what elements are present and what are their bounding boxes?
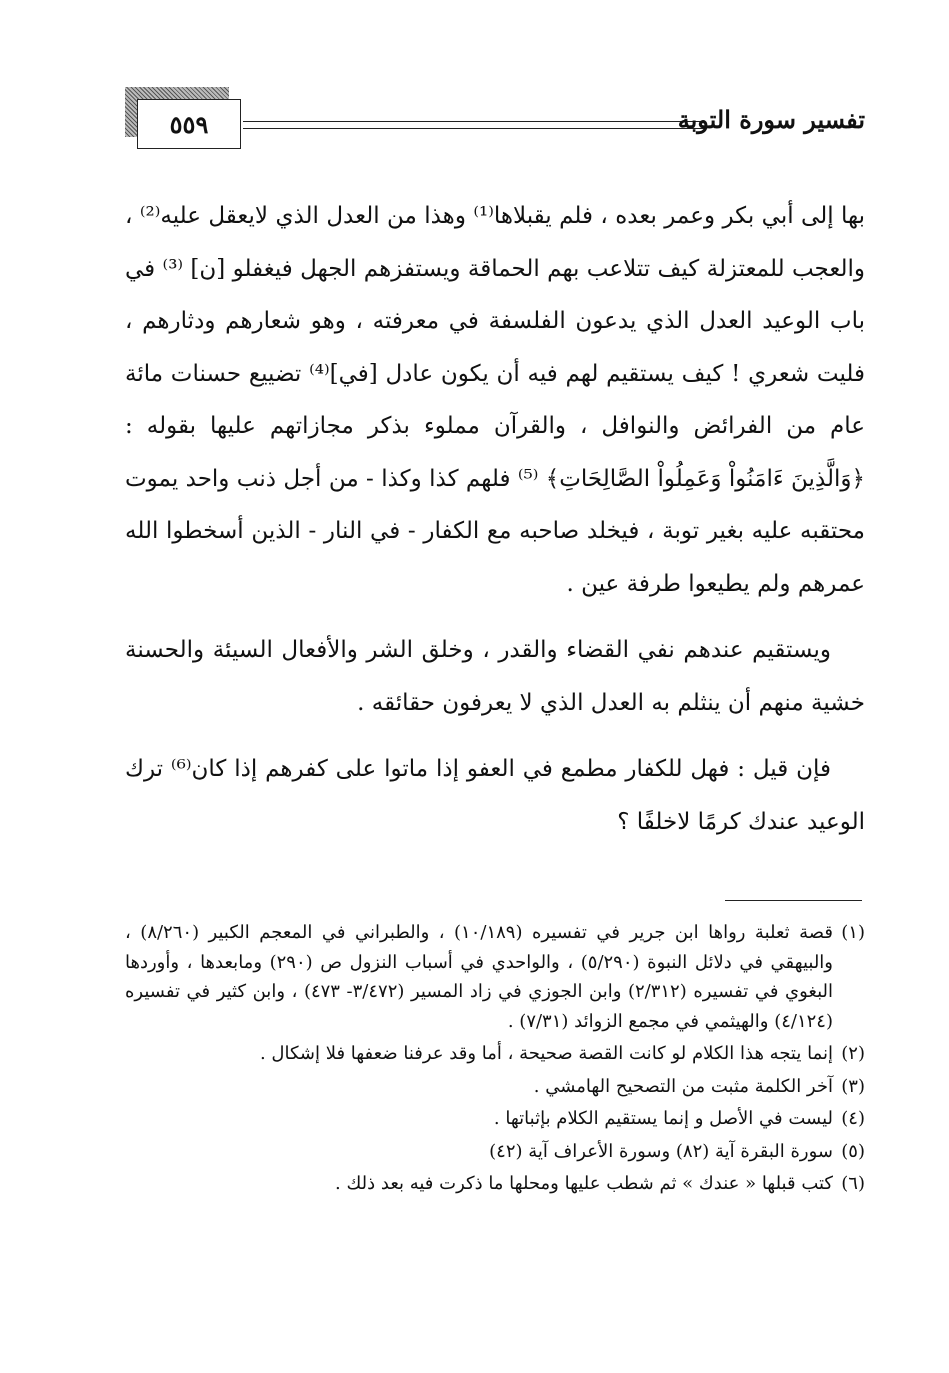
footnote-text: آخر الكلمة مثبت من التصحيح الهامشي . [533, 1075, 833, 1097]
footnote-number: (١) [841, 922, 865, 943]
footnote-number: (٦) [841, 1173, 865, 1194]
footnote [125, 1072, 865, 1102]
footnote-number: (٥) [841, 1140, 865, 1162]
page-header [125, 85, 865, 160]
footnote [125, 1039, 865, 1069]
footnote-separator [725, 900, 862, 901]
running-title: تفسير سورة التوبة [677, 105, 865, 134]
main-text [125, 190, 865, 862]
footnote-number: (٤) [841, 1108, 865, 1129]
footnote [125, 1169, 865, 1199]
paragraph: فإن قيل : فهل للكفار مطمع في العفو إذا ماتوا على كفرهم إذا كان⁽⁶⁾ ترك الوعيد عندك كرمًا لاخلفًا ؟ [125, 756, 865, 835]
footnote [125, 1104, 865, 1134]
footnote-text: كتب قبلها « عندك » ثم شطب عليها ومحلها ما ذكرت فيه بعد ذلك . [335, 1173, 833, 1194]
footnote-text: ليست في الأصل و إنما يستقيم الكلام بإثباتها . [493, 1108, 833, 1129]
header-rule [243, 121, 705, 129]
paragraph: بها إلى أبي بكر وعمر بعده ، فلم يقبلاها⁽¹⁾ وهذا من العدل الذي لايعقل عليه⁽²⁾ ، والعجب للمعتزلة كيف تتلاعب بهم الحماقة ويستفزهم الجهل فيغفلو [ن] ⁽³⁾ في باب الوعيد العدل الذي يدعون الفلسفة في معرفته ، وهو شعارهم ودثارهم ، فليت شعري ! كيف يستقيم لهم فيه أن يكون عادل [في]⁽⁴⁾ تضييع حسنات مائة عام من الفرائض والنوافل ، والقرآن مملوء بذكر مجازاتهم عليها بقوله : ﴿وَالَّذِينَ ءَامَنُواْ وَعَمِلُواْ الصَّالِحَاتِ﴾ ⁽⁵⁾ فلهم كذا وكذا - من أجل ذنب واحد يموت محتقبه عليه بغير توبة ، فيخلد صاحبه مع الكفار - في النار - الذين أسخطوا الله عمرهم ولم يطيعوا طرفة عين . [125, 203, 866, 597]
footnote-text: سورة البقرة آية (٨٢) وسورة الأعراف آية (٤٢) [489, 1140, 833, 1162]
footnote-number: (٢) [841, 1043, 865, 1064]
footnote-text: قصة ثعلبة رواها ابن جرير في تفسيره (١٠/١٨٩) ، والطبراني في المعجم الكبير (٨/٢٦٠) ، والبيهقي في دلائل النبوة (٥/٢٩٠) ، والواحدي في أسباب النزول ص (٢٩٠) ومابعدها ، وأوردها البغوي في تفسيره (٢/٣١٢) وابن الجوزي في زاد المسير (٣/٤٧٢- ٤٧٣) ، وابن كثير في تفسيره (٤/١٢٤) والهيثمي في مجمع الزوائد (٧/٣١) . [125, 922, 833, 1032]
footnote [125, 1137, 865, 1167]
footnote-text: إنما يتجه هذا الكلام لو كانت القصة صحيحة ، أما وقد عرفنا ضعفها فلا إشكال . [259, 1043, 833, 1064]
paragraph: ويستقيم عندهم نفي القضاء والقدر ، وخلق الشر والأفعال السيئة والحسنة خشية منهم أن ينثلم به العدل الذي لا يعرفون حقائقه . [125, 637, 865, 716]
footnotes [125, 918, 865, 1202]
footnote-number: (٣) [841, 1075, 865, 1097]
footnote [125, 918, 865, 1036]
page-number: ٥٥٩ [137, 99, 241, 149]
